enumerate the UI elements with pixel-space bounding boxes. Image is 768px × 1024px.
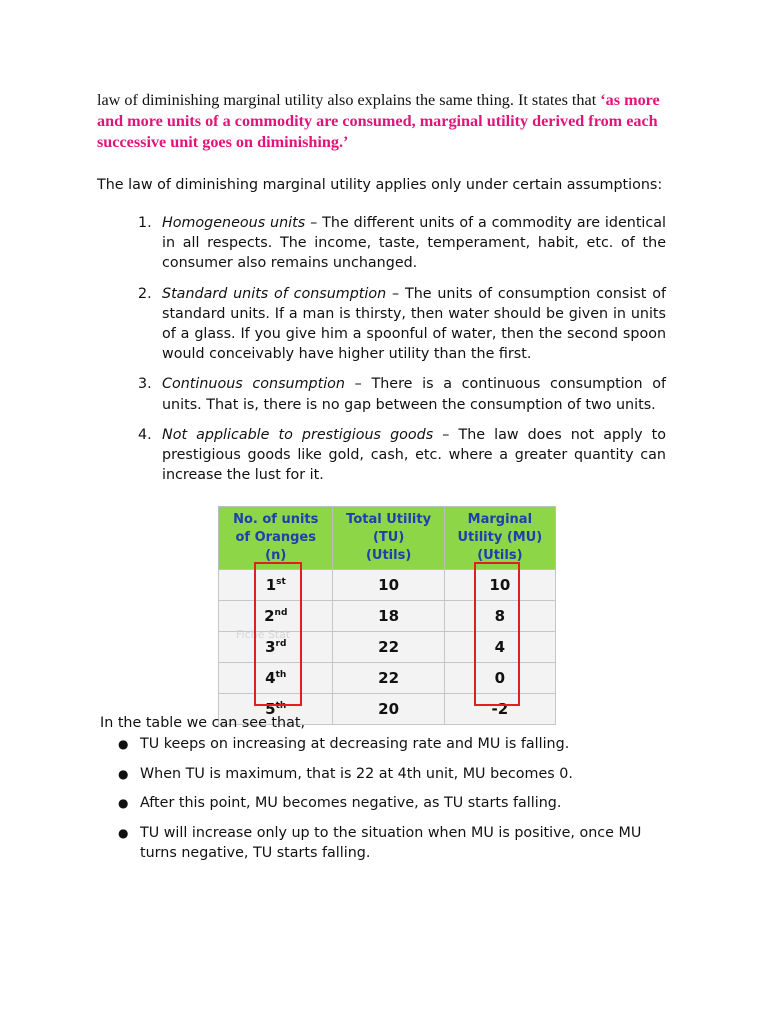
table-header-row	[219, 507, 556, 570]
assumption-number: 3.	[138, 376, 152, 393]
observation-item: ● TU will increase only up to the situation when MU is positive, once MU turns negative, TU starts falling.	[118, 824, 642, 861]
assumption-item	[138, 374, 666, 414]
bullet-icon: ●	[118, 737, 129, 751]
observation-item: ● TU keeps on increasing at decreasing rate and MU is falling.	[118, 734, 668, 755]
header-total-utility: Total Utility (TU) (Utils)	[333, 507, 444, 570]
intro-text: law of diminishing marginal utility also explains the same thing. It states that	[97, 91, 601, 109]
assumption-term: Continuous consumption	[162, 376, 345, 393]
table-row	[219, 570, 556, 601]
assumptions-lead: The law of diminishing marginal utility applies only under certain assumptions:	[97, 177, 663, 193]
header-marginal-utility: Marginal Utility (MU) (Utils)	[444, 507, 555, 570]
cell-tu: 10	[333, 570, 444, 601]
utility-table	[218, 506, 556, 725]
header-units: No. of units of Oranges (n)	[219, 507, 333, 570]
assumption-number: 2.	[138, 285, 152, 302]
cell-mu: 10	[444, 570, 555, 601]
cell-units: 1st	[219, 570, 333, 601]
cell-units: 5th	[219, 694, 333, 725]
cell-units: 2nd	[219, 601, 333, 632]
cell-tu: 18	[333, 601, 444, 632]
assumption-number: 4.	[138, 426, 152, 443]
bullet-icon: ●	[118, 825, 129, 840]
assumption-item	[138, 284, 666, 365]
assumption-term: Homogeneous units	[162, 215, 306, 231]
table-row	[219, 601, 556, 632]
assumption-term: Standard units of consumption	[162, 285, 387, 302]
observation-item: ● After this point, MU becomes negative, as TU starts falling.	[118, 793, 668, 814]
cell-mu: 8	[444, 601, 555, 632]
assumption-text: – The units of consumption consist of standard units. If a man is thirsty, then water should be given in units of a glass. If you give him a spoonful of water, then the second spoon would conceivably have higher utility than the first.	[162, 285, 666, 363]
cell-units: 4th	[219, 663, 333, 694]
cell-tu: 20	[333, 694, 444, 725]
assumption-item	[138, 425, 666, 486]
cell-mu: -2	[444, 694, 555, 725]
assumption-term: Not applicable to prestigious goods	[162, 426, 434, 443]
table-row	[219, 663, 556, 694]
law-quote: ‘as more and more units of a commodity are consumed, marginal utility derived from each successive unit goes on diminishing.’	[97, 91, 660, 151]
cell-units: 3rd	[219, 632, 333, 663]
assumption-item	[138, 213, 666, 274]
observations-list	[118, 734, 668, 873]
bullet-icon: ●	[118, 766, 129, 781]
cell-mu: 4	[444, 632, 555, 663]
assumption-text: – The different units of a commodity are identical in all respects. The income, taste, temperament, habit, etc. of the consumer also remains unchanged.	[162, 215, 666, 272]
observation-item: ● When TU is maximum, that is 22 at 4th unit, MU becomes 0.	[118, 764, 668, 785]
utility-table-figure	[218, 506, 556, 718]
cell-mu: 0	[444, 663, 555, 694]
assumption-text: – The law does not apply to prestigious goods like gold, cash, etc. where a greater quantity can increase the lust for it.	[162, 426, 666, 484]
intro-paragraph	[97, 90, 677, 153]
observations-lead: In the table we can see that,	[100, 715, 306, 731]
assumptions-list	[138, 213, 666, 495]
table-watermark: Fiche Stat	[236, 628, 291, 641]
cell-tu: 22	[333, 632, 444, 663]
cell-tu: 22	[333, 663, 444, 694]
assumption-text: – There is a continuous consumption of units. That is, there is no gap between the consumption of two units.	[162, 376, 666, 413]
bullet-icon: ●	[118, 796, 129, 810]
assumption-number: 1.	[138, 215, 152, 231]
